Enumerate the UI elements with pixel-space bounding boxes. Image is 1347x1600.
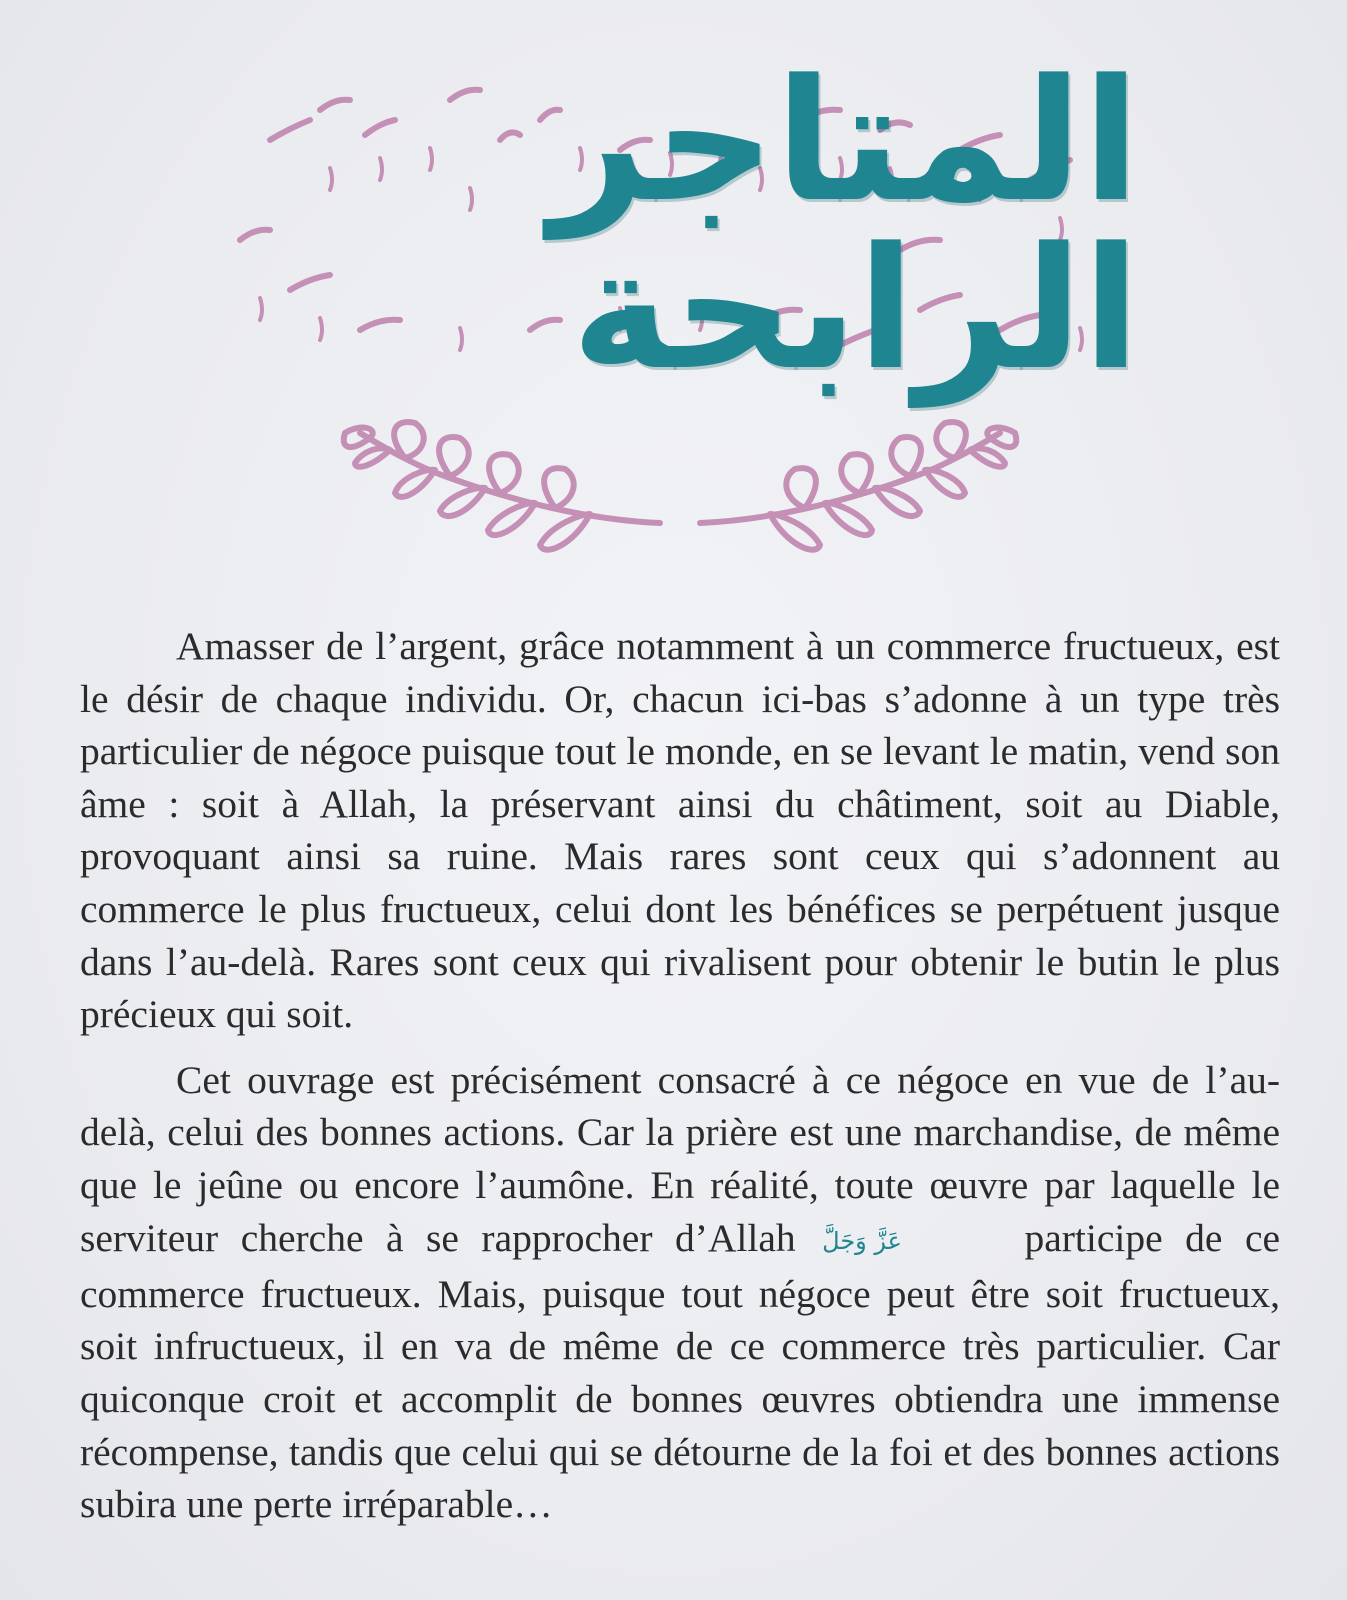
paragraph-2-start: Cet ouvrage est précisément consacré à ce négoce en vue de l’au-delà, celui des bonnes actions. Car la prière est une marchandise, de même que le jeûne ou encore l’aumône. En réalité, toute œuvre par laquelle le serviteur cherche à se rapprocher d’Allah <box>80 1057 1280 1260</box>
body-text <box>80 620 1280 1544</box>
paragraph-1: Amasser de l’argent, grâce notamment à un commerce fructueux, est le désir de chaque individu. Or, chacun ici-bas s’adonne à un type très particulier de négoce puisque tout le monde, en se levant le matin, vend son âme : soit à Allah, la préservant ainsi du châtiment, soit au Diable, provoquant ainsi sa ruine. Mais rares sont ceux qui s’adonnent au commerce le plus fructueux, celui dont les bénéfices se perpétuent jusque dans l’au-delà. Rares sont ceux qui rivalisent pour obtenir le butin le plus précieux qui soit. <box>80 624 1280 1037</box>
arabic-title: المتاجر الرابحة <box>549 43 1140 407</box>
paragraph-2 <box>80 1054 1280 1531</box>
paragraph-2-end: participe de ce commerce fructueux. Mais, puisque tout négoce peut être soit fructueux, soit infructueux, il en va de même de ce commerce très particulier. Car quiconque croit et accomplit de bonnes œuvres obtiendra une immense récompense, tandis que celui qui se détourne de la foi et des bonnes actions subira une perte irréparable… <box>80 1215 1281 1527</box>
honorific-glyph: عَزَّ وَجَلَّ <box>822 1227 902 1256</box>
laurel-branches-icon <box>340 408 1020 588</box>
